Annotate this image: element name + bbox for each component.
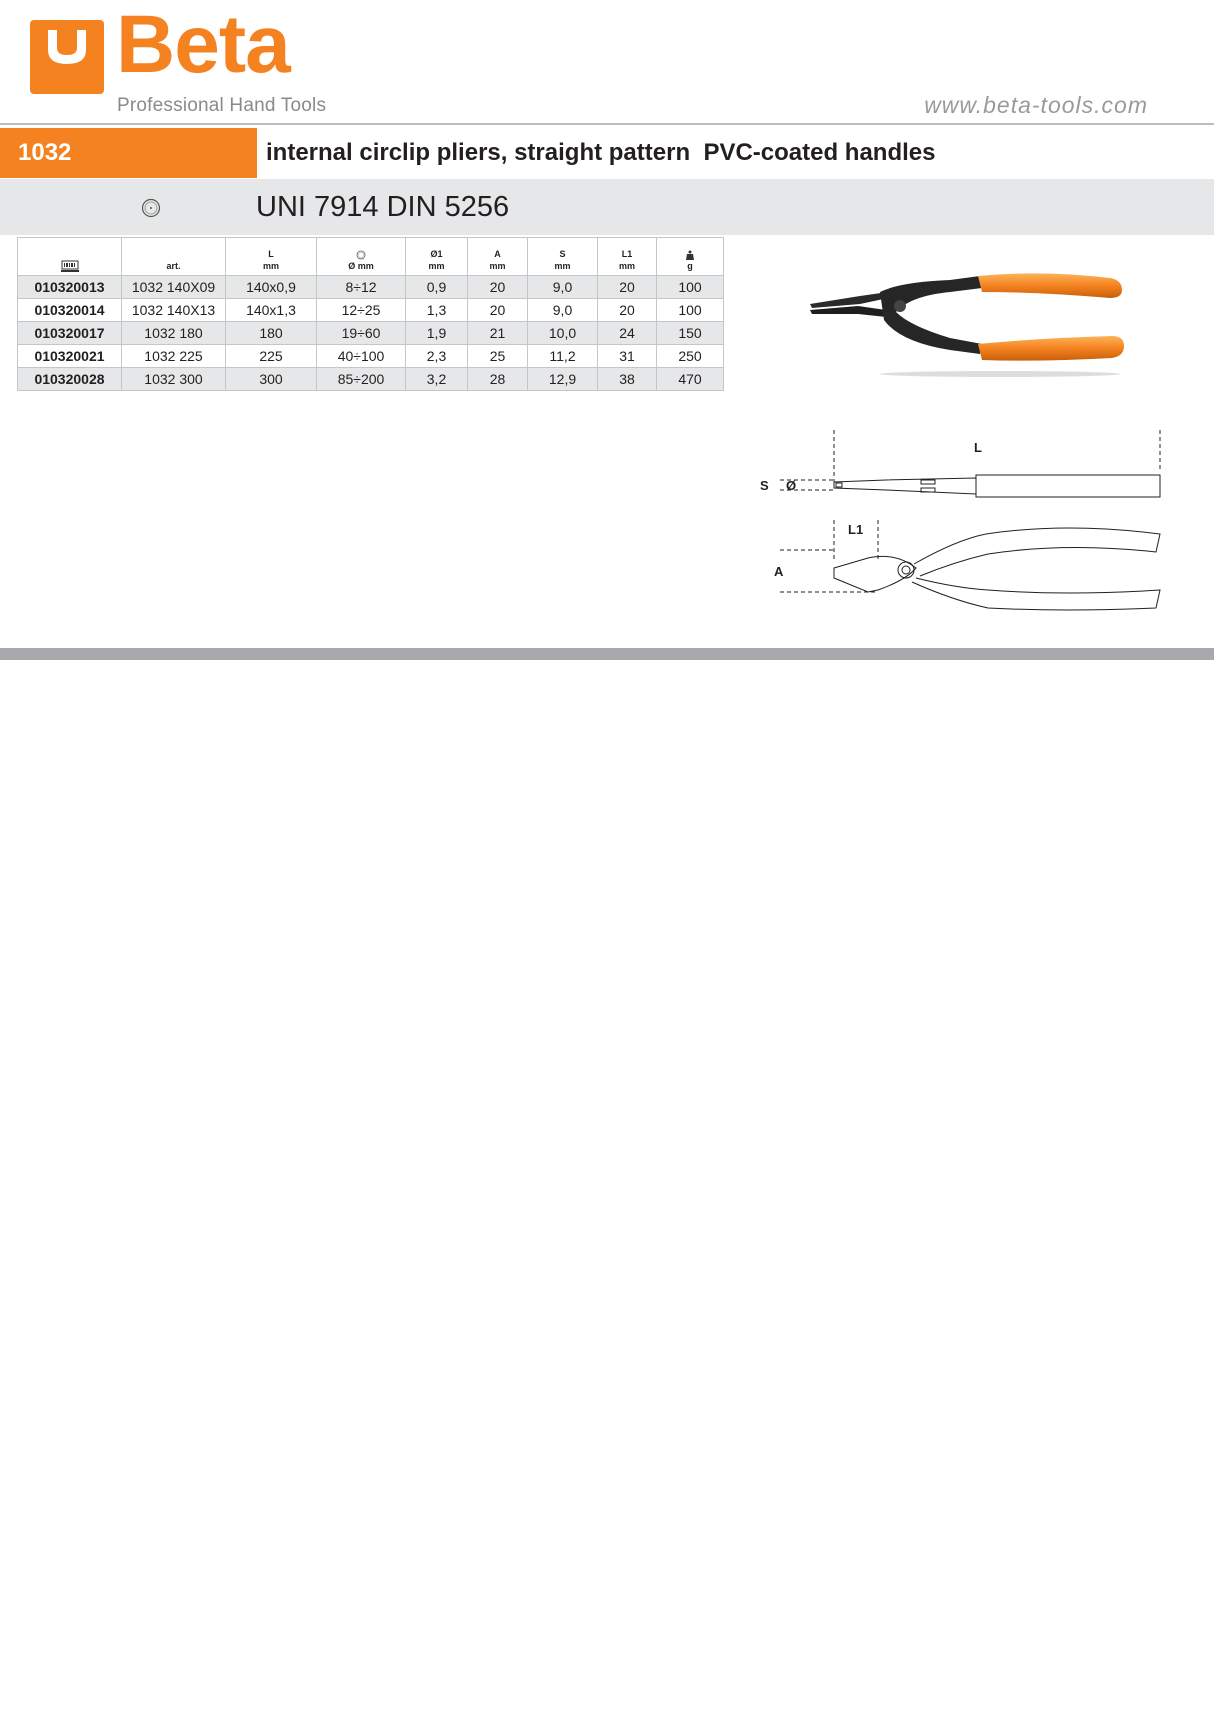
cell-code: 010320021: [18, 345, 122, 368]
cell-s: 10,0: [528, 322, 598, 345]
cell-weight: 470: [657, 368, 724, 391]
cell-art: 1032 140X09: [122, 276, 226, 299]
cell-l: 225: [226, 345, 317, 368]
table-row: [18, 322, 724, 345]
beta-logo: [30, 0, 340, 118]
table-row: [18, 345, 724, 368]
header-divider: [0, 123, 1214, 125]
title-band: [0, 128, 1214, 178]
spanner-logo-icon: [30, 20, 104, 94]
header-l: L mm: [226, 238, 317, 276]
cell-weight: 100: [657, 276, 724, 299]
label-l: L: [974, 440, 982, 455]
cell-s: 9,0: [528, 299, 598, 322]
cell-l: 180: [226, 322, 317, 345]
cell-s: 12,9: [528, 368, 598, 391]
cell-l1: 20: [598, 299, 657, 322]
brand-name: Beta: [116, 0, 290, 90]
cell-art: 1032 300: [122, 368, 226, 391]
cell-l1: 38: [598, 368, 657, 391]
standard-band: [0, 179, 1214, 235]
cell-weight: 150: [657, 322, 724, 345]
cell-weight: 100: [657, 299, 724, 322]
header-d1: Ø1 mm: [406, 238, 468, 276]
cell-l: 300: [226, 368, 317, 391]
cell-diameter: 8÷12: [317, 276, 406, 299]
cell-s: 9,0: [528, 276, 598, 299]
label-s: S: [760, 478, 769, 493]
table-row: [18, 299, 724, 322]
table-header-row: [18, 238, 724, 276]
circlip-pliers-photo: [800, 262, 1134, 380]
header-l1: L1 mm: [598, 238, 657, 276]
cell-a: 21: [468, 322, 528, 345]
cell-code: 010320028: [18, 368, 122, 391]
cell-d1: 1,9: [406, 322, 468, 345]
cell-diameter: 40÷100: [317, 345, 406, 368]
header-weight: g: [657, 238, 724, 276]
technical-drawing: [756, 430, 1176, 630]
cell-art: 1032 140X13: [122, 299, 226, 322]
cell-a: 25: [468, 345, 528, 368]
cell-d1: 0,9: [406, 276, 468, 299]
cell-code: 010320014: [18, 299, 122, 322]
website-link[interactable]: www.beta-tools.com: [924, 92, 1148, 118]
cell-code: 010320017: [18, 322, 122, 345]
table-row: [18, 368, 724, 391]
cell-a: 28: [468, 368, 528, 391]
header-barcode: [18, 238, 122, 276]
cell-l: 140x0,9: [226, 276, 317, 299]
cell-a: 20: [468, 276, 528, 299]
footer-divider: [0, 648, 1214, 660]
cell-d1: 1,3: [406, 299, 468, 322]
product-title: internal circlip pliers, straight pattern PVC-coated handles: [266, 139, 936, 166]
barcode-icon: [61, 260, 79, 272]
table-row: [18, 276, 724, 299]
cell-diameter: 85÷200: [317, 368, 406, 391]
weight-icon: [686, 250, 694, 260]
cell-d1: 2,3: [406, 345, 468, 368]
cell-l1: 20: [598, 276, 657, 299]
cell-diameter: 19÷60: [317, 322, 406, 345]
brand-tagline: Professional Hand Tools: [117, 95, 327, 116]
cell-art: 1032 180: [122, 322, 226, 345]
cell-l1: 31: [598, 345, 657, 368]
cell-l1: 24: [598, 322, 657, 345]
label-l1: L1: [848, 522, 864, 537]
header-diameter: Ø mm: [317, 238, 406, 276]
ring-icon: [356, 250, 366, 260]
header-a: A mm: [468, 238, 528, 276]
cell-code: 010320013: [18, 276, 122, 299]
standard-text: UNI 7914 DIN 5256: [256, 191, 510, 223]
header-s: S mm: [528, 238, 598, 276]
cell-s: 11,2: [528, 345, 598, 368]
cell-diameter: 12÷25: [317, 299, 406, 322]
cell-l: 140x1,3: [226, 299, 317, 322]
label-diameter: Ø: [786, 478, 797, 493]
label-a: A: [774, 564, 784, 579]
product-code: 1032: [0, 128, 257, 178]
cell-a: 20: [468, 299, 528, 322]
cell-d1: 3,2: [406, 368, 468, 391]
header-art: art.: [122, 238, 226, 276]
cell-art: 1032 225: [122, 345, 226, 368]
spec-table: [17, 237, 724, 391]
cell-weight: 250: [657, 345, 724, 368]
circlip-ring-icon: [141, 198, 161, 218]
